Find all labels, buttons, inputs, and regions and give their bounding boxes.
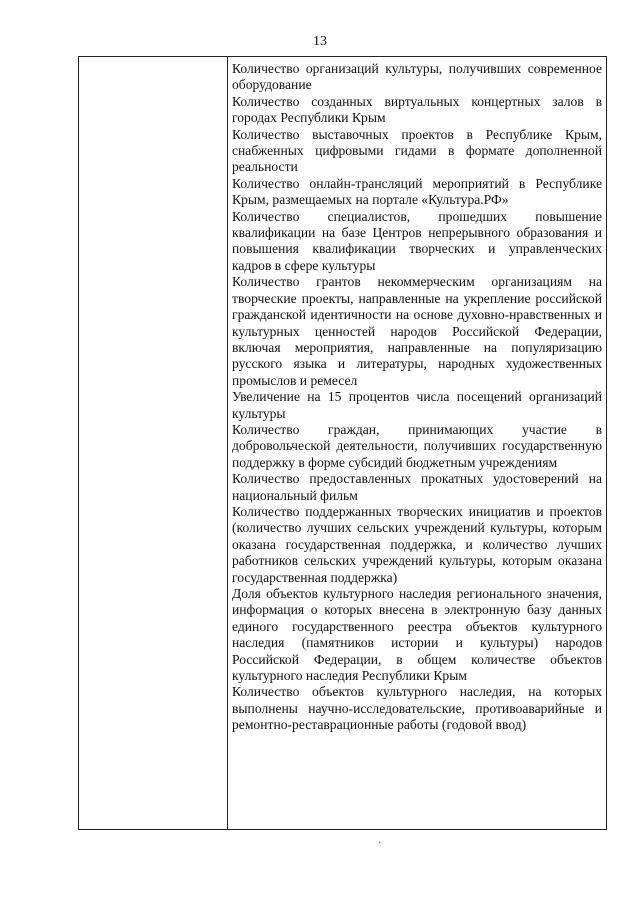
indicator-item: Количество граждан, принимающих участие в добровольческой деятельности, получивших государственную поддержку в форме субсидий бюджетным учреждениям <box>232 421 602 470</box>
indicator-item: Количество грантов некоммерческим организациям на творческие проекты, направленные на укрепление российской гражданской идентичности на основе духовно-нравственных и культурных ценностей народов Российской Федерации, включая мероприятия, направленные на популяризацию русского языка и литературы, народных художественных промыслов и ремесел <box>232 274 602 388</box>
indicator-table <box>78 56 607 830</box>
indicator-item: Количество поддержанных творческих инициатив и проектов (количество лучших сельских учреждений культуры, которым оказана государственная поддержка, и количество лучших работников сельских учреждений культуры, которым оказана государственная поддержка) <box>232 503 602 585</box>
column-divider <box>227 57 228 829</box>
scan-artifact: · <box>378 838 382 849</box>
indicator-item: Количество предоставленных прокатных удостоверений на национальный фильм <box>232 471 602 503</box>
indicator-item: Количество выставочных проектов в Республике Крым, снабженных цифровыми гидами в формате дополненной реальности <box>232 126 602 175</box>
indicator-item: Количество онлайн-трансляций мероприятий в Республике Крым, размещаемых на портале «Культура.РФ» <box>232 175 602 208</box>
page-number: 13 <box>313 34 327 49</box>
indicator-item: Количество объектов культурного наследия, на которых выполнены научно-исследовательские, противоаварийные и ремонтно-реставрационные работы (годовой ввод) <box>232 684 602 733</box>
indicator-item: Количество специалистов, прошедших повышение квалификации на базе Центров непрерывного образования и повышения квалификации творческих и управленческих кадров в сфере культуры <box>232 208 602 273</box>
indicator-item: Количество созданных виртуальных концертных залов в городах Республики Крым <box>232 93 602 126</box>
indicator-item: Увеличение на 15 процентов числа посещений организаций культуры <box>232 389 602 421</box>
indicator-item: Количество организаций культуры, получивших современное оборудование <box>232 61 602 93</box>
indicators-column <box>232 61 602 734</box>
indicator-item: Доля объектов культурного наследия регионального значения, информация о которых внесена в электронную базу данных единого государственного реестра объектов культурного наследия (памятников истории и культуры) народов Российской Федерации, в общем количестве объектов культурного наследия Республики Крым <box>232 586 602 684</box>
